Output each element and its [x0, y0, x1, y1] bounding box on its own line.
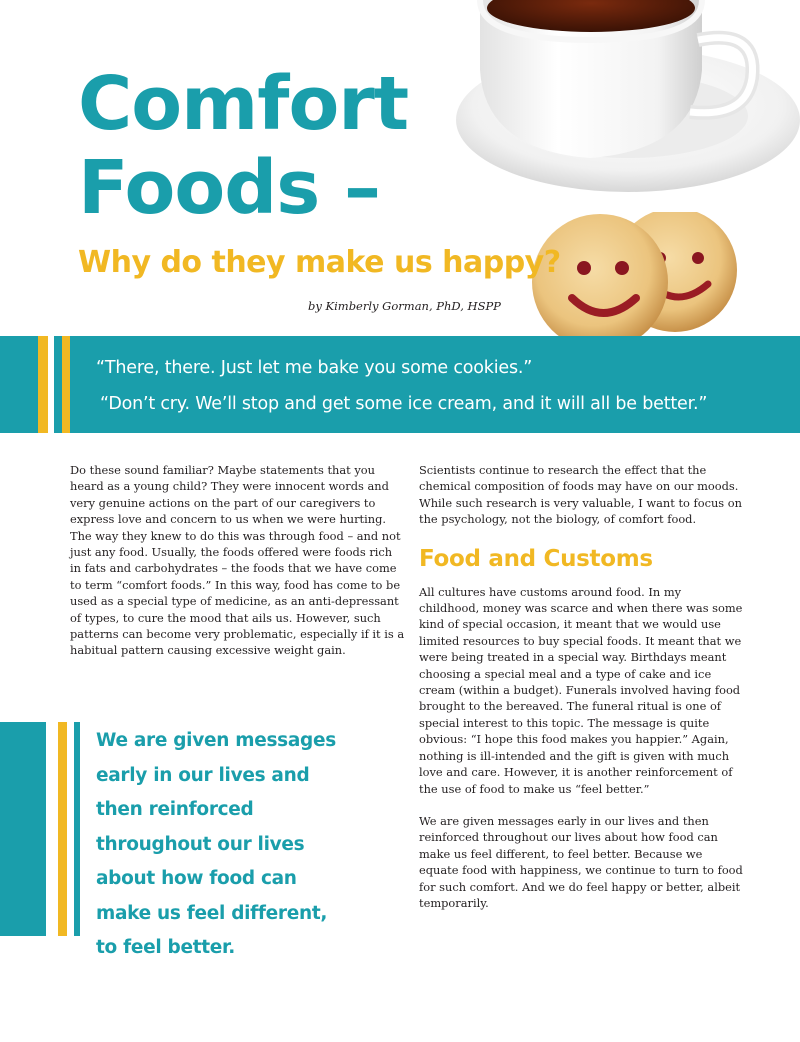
right-column — [419, 462, 744, 927]
quote-banner — [0, 336, 800, 433]
banner-stripe-yellow-2 — [62, 336, 70, 433]
pullquote-stripe-teal — [0, 722, 46, 936]
title-line-1: Comfort — [78, 61, 409, 147]
article-subtitle: Why do they make us happy? — [78, 245, 561, 280]
title-line-2: Foods – — [78, 145, 381, 231]
body-paragraph-intro: Do these sound familiar? Maybe statements that you heard as a young child? They were innocent words and very genuine actions on the part of our caregivers to express love and concern to us when we were hurting. The way they knew to do this was through food – and not just any food. Usually, the foods offered were foods rich in fats and carbohydrates – the foods that we have come to term “comfort foods.” In this way, food has come to be used as a special type of medicine, as an anti-depressant of types, to cure the mood that ails us. However, such patterns can become very problematic, especially if it is a habitual pattern causing excessive weight gain. — [70, 463, 405, 658]
article-title — [78, 62, 408, 230]
body-paragraph-research: Scientists continue to research the effect that the chemical composition of foods may have on our moods. While such research is very valuable, I want to focus on the psychology, not the biology, of comfort food. — [419, 463, 742, 527]
author-byline: by Kimberly Gorman, PhD, HSPP — [308, 299, 501, 313]
banner-stripe-yellow — [38, 336, 48, 433]
teacup-image — [440, 0, 800, 215]
pullquote-stripe-teal-2 — [74, 722, 80, 936]
banner-stripe-teal — [0, 336, 38, 433]
left-column — [70, 462, 405, 675]
section-heading: Food and Customs — [419, 545, 653, 572]
body-paragraph-customs: All cultures have customs around food. In my childhood, money was scarce and when there was some kind of special occasion, it meant that we would use limited resources to buy special foods. It meant that we were being treated in a special way. Birthdays meant choosing a special meal and a type of cake and ice cream (within a budget). Funerals involved having food brought to the bereaved. The funeral ritual is one of special interest to this topic. The message is quite obvious: “I hope this food makes you happier.” Again, nothing is ill-intended and the gift is given with much love and care. However, it is another reinforcement of the use of food to make us “feel better.” — [419, 584, 743, 796]
pullquote-stripe-yellow — [58, 722, 67, 936]
pull-quote: We are given messages early in our lives and then reinforced throughout our lives about how food can make us feel different, to feel better. — [96, 730, 336, 958]
banner-quote-2: “Don’t cry. We’ll stop and get some ice cream, and it will all be better.” — [100, 394, 708, 414]
banner-quote-1: “There, there. Just let me bake you some cookies.” — [96, 358, 533, 378]
body-paragraph-messages: We are given messages early in our lives and then reinforced throughout our lives about how food can make us feel different, to feel better. Because we equate food with happiness, we continue to turn to food for such comfort. And we do feel happy or better, albeit temporarily. — [419, 813, 743, 910]
banner-stripe-white — [48, 336, 54, 433]
smiley-cookies-image — [500, 212, 760, 352]
